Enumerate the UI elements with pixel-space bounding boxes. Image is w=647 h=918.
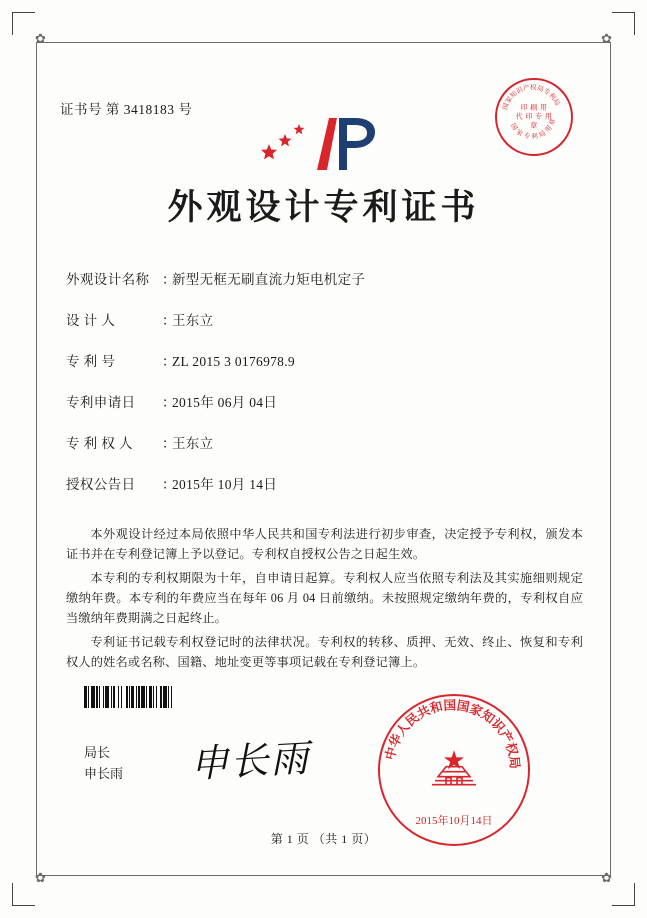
certificate-number <box>60 98 192 118</box>
field-row <box>66 391 587 411</box>
field-label: 授权公告日 <box>66 477 136 492</box>
field-row <box>66 350 587 370</box>
field-value: 2015年 06月 04日 <box>172 395 278 410</box>
body-text <box>66 524 583 676</box>
field-label: 专 利 号 <box>66 354 116 369</box>
svg-text:中华人民共和国国家知识产权局: 中华人民共和国国家知识产权局 <box>382 697 523 770</box>
page-title: 外观设计专利证书 <box>167 188 480 228</box>
field-list <box>66 268 587 514</box>
field-row <box>66 268 587 288</box>
page-footer: 第 1 页 （共 1 页） <box>270 832 377 846</box>
field-value: ZL 2015 3 0176978.9 <box>172 354 295 369</box>
handwritten-signature: 申长雨 <box>189 737 312 787</box>
svg-text:国 家 专 利 局 用 章: 国 家 专 利 局 用 章 <box>508 117 558 141</box>
field-row <box>66 309 587 329</box>
certificate-number-label: 证书号 <box>60 102 102 117</box>
field-colon: ： <box>162 436 176 451</box>
printing-seal <box>495 78 573 156</box>
svg-text:国家知识产权局专利局: 国家知识产权局专利局 <box>500 83 562 111</box>
barcode <box>84 686 216 708</box>
field-value: 王东立 <box>172 313 214 328</box>
printing-seal-inner-text <box>513 104 555 131</box>
field-colon: ： <box>162 313 176 328</box>
official-seal <box>378 694 530 846</box>
field-value: 新型无框无刷直流力矩电机定子 <box>172 272 366 287</box>
signature-block <box>84 742 123 784</box>
field-colon: ： <box>162 354 176 369</box>
field-label: 专利申请日 <box>66 395 136 410</box>
ornament-bottom-left-icon: ✿ <box>35 871 46 886</box>
seal-date: 2015年10月14日 <box>415 815 493 827</box>
ornament-top-right-icon: ✿ <box>601 32 612 47</box>
field-row <box>66 473 587 493</box>
field-row <box>66 432 587 452</box>
paragraph: 本专利的专利权期限为十年，自申请日起算。专利权人应当依照专利法及其实施细则规定缴纳年费。本专利的年费应当在每年 06 月 04 日前缴纳。未按照规定缴纳年费的，专利权自应当缴纳年费期满之日起终止。 <box>66 571 583 625</box>
seal-star-icon: ★ <box>442 746 466 776</box>
paragraph: 本外观设计经过本局依照中华人民共和国专利法进行初步审查，决定授予专利权，颁发本证书并在专利登记簿上予以登记。专利权自授权公告之日起生效。 <box>66 527 583 561</box>
field-label: 外观设计名称 <box>66 272 150 287</box>
field-value: 王东立 <box>172 436 214 451</box>
tiananmen-icon <box>428 755 480 789</box>
field-value: 2015年 10月 14日 <box>172 477 278 492</box>
certificate-number-value: 第 3418183 号 <box>105 102 193 117</box>
corner-mark-top-left <box>12 12 35 35</box>
field-colon: ： <box>162 272 176 287</box>
field-colon: ： <box>162 477 176 492</box>
corner-mark-top-right <box>612 12 635 35</box>
corner-mark-bottom-left <box>12 883 35 906</box>
corner-mark-bottom-right <box>612 883 635 906</box>
ornament-bottom-right-icon: ✿ <box>601 871 612 886</box>
field-colon: ： <box>162 395 176 410</box>
signature-name: 申长雨 <box>84 766 124 781</box>
signature-title: 局长 <box>84 745 111 760</box>
ornament-top-left-icon: ✿ <box>35 32 46 47</box>
paragraph: 专利证书记载专利权登记时的法律状况。专利权的转移、质押、无效、终止、恢复和专利权人的姓名或名称、国籍、地址变更等事项记载在专利登记簿上。 <box>66 635 583 669</box>
patent-office-logo-icon <box>255 108 385 178</box>
printing-seal-line2: 代 印 专 用 章 <box>515 112 553 130</box>
printing-seal-line1: 印 刷 用 <box>520 103 548 112</box>
field-label: 专 利 权 人 <box>66 436 133 451</box>
field-label: 设 计 人 <box>66 313 116 328</box>
